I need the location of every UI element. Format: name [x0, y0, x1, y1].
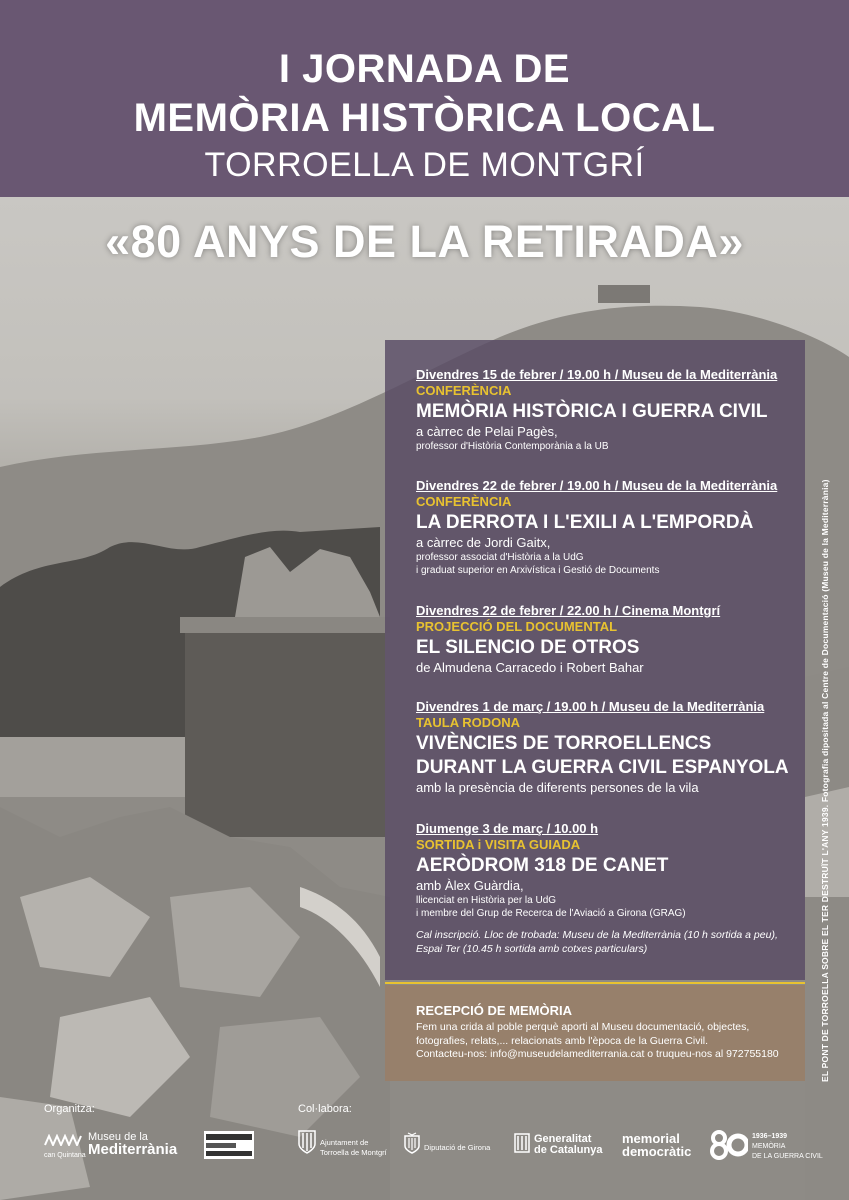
event-date: Divendres 22 de febrer / 22.00 h / Cinema Montgrí — [416, 603, 721, 618]
recepcio-line: Contacteu-nos: info@museudelamediterrania.cat o truqueu-nos al 972755180 — [416, 1048, 779, 1060]
event-title-line1: VIVÈNCIES DE TORROELLENCS — [416, 733, 712, 754]
generalitat-text — [534, 1134, 602, 1156]
memorial-text-2: democràtic — [622, 1144, 692, 1159]
museu-text-1: Museu de la — [88, 1131, 148, 1143]
event-type: TAULA RODONA — [416, 715, 520, 730]
diputacio-text — [424, 1143, 490, 1153]
event-4 — [416, 699, 796, 796]
generalitat-logo — [514, 1133, 530, 1158]
event-1 — [416, 367, 796, 453]
diputacio-logo — [403, 1132, 421, 1159]
event-note: llicenciat en Història per la UdG — [416, 895, 557, 906]
event-title: AERÒDROM 318 DE CANET — [416, 855, 669, 876]
ajuntament-text-1: Ajuntament de — [320, 1138, 369, 1147]
eighty-years-text — [752, 1132, 823, 1162]
event-date: Divendres 22 de febrer / 19.00 h / Museu de la Mediterrània — [416, 478, 778, 493]
event-title: LA DERROTA I L'EXILI A L'EMPORDÀ — [416, 512, 754, 533]
crest-icon — [403, 1132, 421, 1154]
organitza-label: Organitza: — [44, 1103, 95, 1115]
memorial-text-1: memorial — [622, 1131, 680, 1146]
ajuntament-text — [320, 1138, 387, 1158]
event-speaker: amb Àlex Guàrdia, — [416, 878, 524, 893]
event-speaker: de Almudena Carracedo i Robert Bahar — [416, 660, 644, 675]
generalitat-text-1: Generalitat — [534, 1133, 592, 1145]
event-type: CONFERÈNCIA — [416, 494, 512, 509]
shield-icon — [298, 1130, 316, 1154]
header-title-line1: I JORNADA DE — [278, 47, 571, 91]
event-info: Espai Ter (10.45 h sortida amb cotxes particulars) — [416, 943, 648, 955]
event-type: PROJECCIÓ DEL DOCUMENTAL — [416, 619, 618, 634]
memorial-democratic-logo — [622, 1132, 691, 1158]
anys-text-3: DE LA GUERRA CIVIL — [752, 1153, 823, 1160]
event-5 — [416, 821, 796, 956]
header-subtitle: TORROELLA DE MONTGRÍ — [204, 146, 645, 184]
museu-mediterrania-logo — [88, 1131, 177, 1156]
event-3 — [416, 603, 796, 676]
event-speaker: a càrrec de Pelai Pagès, — [416, 424, 558, 439]
recepcio-line: Fem una crida al poble perquè aporti al Museu documentació, objectes, — [416, 1021, 750, 1033]
can-quintana-icon — [44, 1134, 82, 1146]
generalitat-icon — [514, 1133, 530, 1153]
recepcio-title: RECEPCIÓ DE MEMÒRIA — [416, 1003, 573, 1018]
can-quintana-text: can Quintana — [44, 1152, 86, 1159]
recepcio-line: fotografies, relats,... relacionats amb l'època de la Guerra Civil. — [416, 1034, 709, 1047]
event-title: EL SILENCIO DE OTROS — [416, 637, 640, 658]
recepcio-box — [385, 985, 805, 1081]
event-date: Divendres 15 de febrer / 19.00 h / Museu de la Mediterrània — [416, 367, 778, 382]
anys-text-1: 1936–1939 — [752, 1133, 788, 1140]
event-date: Divendres 1 de març / 19.00 h / Museu de la Mediterrània — [416, 699, 765, 714]
event-speaker: a càrrec de Jordi Gaitx, — [416, 535, 551, 550]
event-title-line2: DURANT LA GUERRA CIVIL ESPANYOLA — [416, 757, 789, 778]
event-speaker: amb la presència de diferents persones de la vila — [416, 780, 699, 795]
section-divider — [385, 982, 805, 984]
event-info: Cal inscripció. Lloc de trobada: Museu de la Mediterrània (10 h sortida a peu), — [416, 929, 778, 941]
event-note: i membre del Grup de Recerca de l'Aviació a Girona (GRAG) — [416, 908, 686, 919]
photo-credit: EL PONT DE TORROELLA SOBRE EL TER DESTRUÏT L'ANY 1939. Fotografia dipositada al Centre de Documentació (Museu de la Mediterrània) — [820, 479, 830, 1082]
event-date: Diumenge 3 de març / 10.00 h — [416, 821, 599, 836]
event-note: i graduat superior en Arxivística i Gestió de Documents — [416, 565, 660, 576]
collabora-label: Col·labora: — [298, 1103, 352, 1115]
header-title-line2: MEMÒRIA HISTÒRICA LOCAL — [133, 96, 716, 140]
can-quintana-logo — [44, 1133, 86, 1161]
ajuntament-text-2: Torroella de Montgrí — [320, 1148, 387, 1157]
main-title: «80 ANYS DE LA RETIRADA» — [105, 216, 744, 267]
museu-text-2: Mediterrània — [88, 1141, 178, 1158]
event-type: SORTIDA i VISITA GUIADA — [416, 837, 581, 852]
associacio-logo — [204, 1131, 254, 1159]
diputacio-label: Diputació de Girona — [424, 1143, 491, 1152]
header-band — [0, 0, 849, 197]
eighty-years-logo — [710, 1130, 748, 1165]
event-note: professor d'Història Contemporània a la UB — [416, 441, 609, 452]
event-title: MEMÒRIA HISTÒRICA I GUERRA CIVIL — [416, 401, 768, 422]
event-note: professor associat d'Història a la UdG — [416, 552, 584, 563]
anys-text-2: MEMÒRIA — [752, 1143, 786, 1150]
recepcio-text — [416, 1021, 779, 1062]
generalitat-text-2: de Catalunya — [534, 1144, 603, 1156]
event-type: CONFERÈNCIA — [416, 383, 512, 398]
eighty-mark-icon — [710, 1130, 748, 1160]
ajuntament-logo — [298, 1130, 316, 1159]
associacio-icon — [204, 1131, 254, 1159]
event-2 — [416, 478, 796, 577]
